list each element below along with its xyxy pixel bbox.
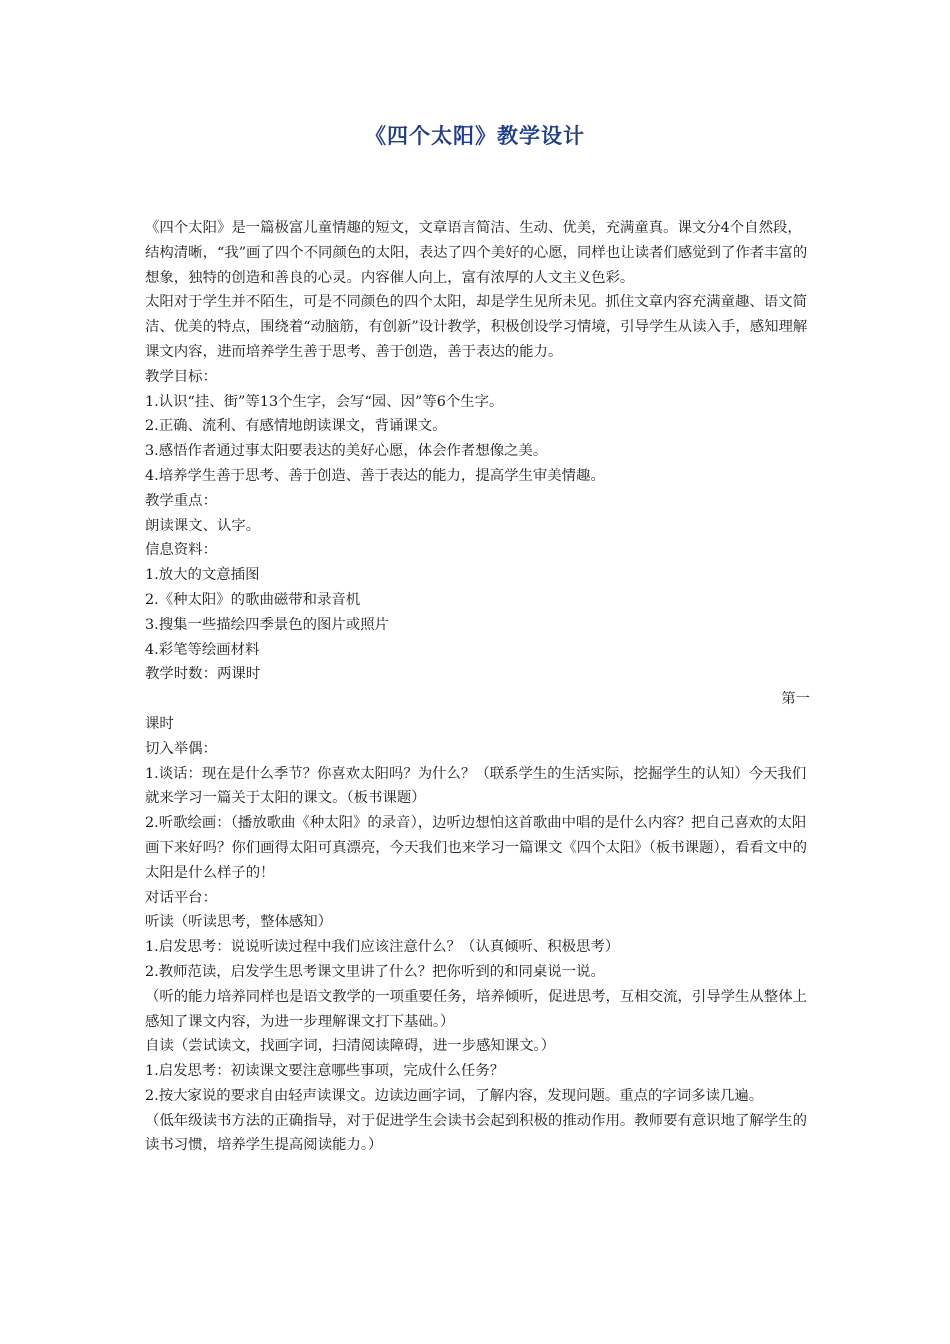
- section-heading-materials: 信息资料：: [145, 542, 217, 559]
- material-item: 3.搜集一些描绘四季景色的图片或照片: [145, 616, 389, 633]
- lesson-number-suffix: 课时: [145, 715, 174, 732]
- intro-paragraph: 《四个太阳》是一篇极富儿童情趣的短文，文章语言简洁、生动、优美，充满童真。课文分4个自然段，结构清晰，“我”画了四个不同颜色的太阳，表达了四个美好的心愿，同样也让读者们感觉到了作者丰富的想象，独特的创造和善良的心灵。内容催人向上，富有浓厚的人文主义色彩。: [145, 220, 808, 286]
- section-heading-dialogue: 对话平台：: [145, 889, 217, 906]
- section-heading-goals: 教学目标：: [145, 368, 217, 385]
- self-reading-step: 2.按大家说的要求自由轻声读课文。边读边画字词，了解内容，发现问题。重点的字词多读几遍。: [145, 1087, 764, 1104]
- document-title: 《四个太阳》教学设计: [365, 124, 585, 148]
- goal-item: 3.感悟作者通过事太阳要表达的美好心愿，体会作者想像之美。: [145, 443, 548, 460]
- subsection-listening: 听读（听读思考，整体感知）: [145, 914, 333, 931]
- focus-text: 朗读课文、认字。: [145, 517, 261, 534]
- lesson-number-label: 第一: [781, 691, 810, 708]
- material-item: 2.《种太阳》的歌曲磁带和录音机: [145, 591, 361, 608]
- listening-note: （听的能力培养同样也是语文教学的一项重要任务，培养倾听，促进思考，互相交流，引导学生从整体上感知了课文内容，为进一步理解课文打下基础。）: [145, 988, 807, 1030]
- design-paragraph: 太阳对于学生并不陌生，可是不同颜色的四个太阳，却是学生见所未见。抓住文章内容充满童趣、语文简洁、优美的特点，围绕着“动脑筋，有创新”设计教学，积极创设学习情境，引导学生从读入手，感知理解课文内容，进而培养学生善于思考、善于创造，善于表达的能力。: [145, 294, 808, 360]
- material-item: 4.彩笔等绘画材料: [145, 641, 260, 658]
- self-reading-step: 1.启发思考：初读课文要注意哪些事项，完成什么任务？: [145, 1063, 505, 1080]
- lesson-hours: 教学时数：两课时: [145, 666, 261, 683]
- material-item: 1.放大的文意插图: [145, 567, 260, 584]
- goal-item: 2.正确、流利、有感情地朗读课文，背诵课文。: [145, 418, 447, 435]
- listening-step: 1.启发思考：说说听读过程中我们应该注意什么？（认真倾听、积极思考）: [145, 939, 620, 956]
- goal-item: 4.培养学生善于思考、善于创造、善于表达的能力，提高学生审美情趣。: [145, 467, 605, 484]
- section-heading-focus: 教学重点：: [145, 492, 217, 509]
- goal-item: 1.认识“挂、街”等13个生字，会写“园、因”等6个生字。: [145, 393, 504, 410]
- document-body: [145, 216, 810, 1158]
- section-heading-intro: 切入举偶：: [145, 740, 217, 757]
- subsection-self-reading: 自读（尝试读文，找画字词，扫清阅读障碍，进一步感知课文。）: [145, 1038, 556, 1055]
- listening-step: 2.教师范读，启发学生思考课文里讲了什么？把你听到的和同桌说一说。: [145, 963, 605, 980]
- self-reading-note: （低年级读书方法的正确指导，对于促进学生会读书会起到积极的推动作用。教师要有意识地了解学生的读书习惯，培养学生提高阅读能力。）: [145, 1112, 807, 1154]
- intro-step: 2.听歌绘画：（播放歌曲《种太阳》的录音），边听边想怕这首歌曲中唱的是什么内容？把自己喜欢的太阳画下来好吗？你们画得太阳可真漂亮，今天我们也来学习一篇课文《四个太阳》（板书课题），看看文中的太阳是什么样子的！: [145, 815, 807, 881]
- intro-step: 1.谈话：现在是什么季节？你喜欢太阳吗？为什么？（联系学生的生活实际，挖掘学生的认知）今天我们就来学习一篇关于太阳的课文。（板书课题）: [145, 765, 807, 807]
